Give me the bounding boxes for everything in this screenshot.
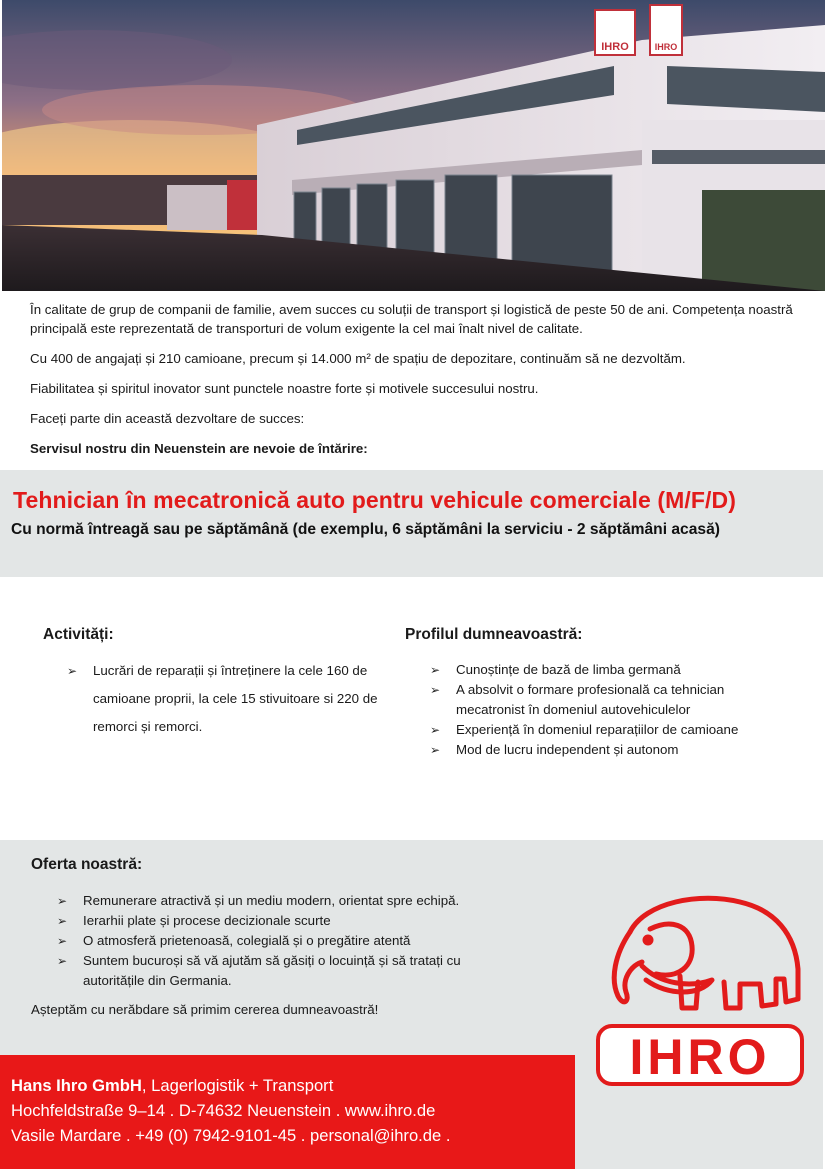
list-item [57,891,517,911]
list-item [57,931,517,951]
list-item [430,660,780,680]
list-item-text: Remunerare atractivă și un mediu modern, orientat spre echipă. [83,893,460,908]
list-item [67,657,402,741]
intro-paragraph: Cu 400 de angajați și 210 camioane, precum și 14.000 m² de spațiu de depozitare, continuăm să ne dezvoltăm. [30,351,686,366]
profile-list [430,660,780,760]
intro-paragraph: Fiabilitatea și spiritul inovator sunt punctele noastre forte și motivele succesului nostru. [30,381,539,396]
svg-text:IHRO: IHRO [601,41,629,53]
profile-heading: Profilul dumneavoastră: [405,626,583,643]
list-item-text: Ierarhii plate și procese decizionale scurte [83,913,331,928]
intro-lead: Servisul nostru din Neuenstein are nevoie de întărire: [30,441,368,456]
company-logo [590,884,810,1094]
contact-address: Hochfeldstraße 9–14 . D-74632 Neuenstein . www.ihro.de [11,1101,436,1120]
list-item-text: Lucrări de reparații și întreținere la cele 160 de camioane proprii, la cele 15 stivuitoare si 220 de remorci și remorci. [93,663,378,734]
intro-paragraph: În calitate de grup de companii de familie, avem succes cu soluții de transport și logistică de peste 50 de ani. Competența noastră principală este reprezentată de transporturi de volum exigente la cel mai înalt nivel de calitate. [30,302,793,336]
list-item [430,680,780,720]
list-item [430,720,780,740]
hero-photo [2,0,825,291]
list-item [430,740,780,760]
list-item-text: Cunoștințe de bază de limba germană [456,662,681,677]
list-item-text: A absolvit o formare profesională ca tehnician mecatronist în domeniul autovehiculelor [456,682,725,717]
contact-footer [0,1055,575,1169]
mammoth-icon [590,884,810,1094]
list-item-text: Suntem bucuroși să vă ajutăm să găsiți o locuință și să tratați cu autoritățile din Germania. [83,953,461,988]
list-item-text: O atmosferă prietenoasă, colegială și o pregătire atentă [83,933,411,948]
job-title-band [0,470,823,577]
svg-text:IHRO: IHRO [654,42,678,52]
intro-paragraph: Faceți parte din această dezvoltare de succes: [30,411,305,426]
arrow-bullet-icon: ➢ [430,743,441,757]
intro-section [30,300,800,469]
arrow-bullet-icon: ➢ [430,663,441,677]
activities-heading: Activități: [43,626,114,643]
company-name: Hans Ihro GmbH [11,1076,142,1095]
contact-company-line [11,1076,333,1096]
list-item [57,951,517,991]
job-subtitle: Cu normă întreagă sau pe săptămână (de exemplu, 6 săptămâni la serviciu - 2 săptămâni acasă) [11,521,720,538]
arrow-bullet-icon: ➢ [57,894,68,908]
activities-list [67,657,402,741]
list-item-text: Mod de lucru independent și autonom [456,742,679,757]
offer-heading: Oferta noastră: [31,856,143,873]
closing-text: Așteptăm cu nerăbdare să primim cererea dumneavoastră! [31,1002,379,1017]
company-suffix: , Lagerlogistik + Transport [141,1076,334,1095]
offer-list [57,891,517,991]
arrow-bullet-icon: ➢ [57,914,68,928]
list-item [57,911,517,931]
arrow-bullet-icon: ➢ [57,954,68,968]
arrow-bullet-icon: ➢ [430,683,441,697]
arrow-bullet-icon: ➢ [57,934,68,948]
contact-person: Vasile Mardare . +49 (0) 7942-9101-45 . personal@ihro.de . [11,1126,451,1145]
job-title: Tehnician în mecatronică auto pentru vehicule comerciale (M/F/D) [13,487,736,513]
list-item-text: Experiență în domeniul reparațiilor de camioane [456,722,739,737]
arrow-bullet-icon: ➢ [430,723,441,737]
arrow-bullet-icon: ➢ [67,664,78,678]
logo-wordmark: IHRO [629,1029,771,1085]
